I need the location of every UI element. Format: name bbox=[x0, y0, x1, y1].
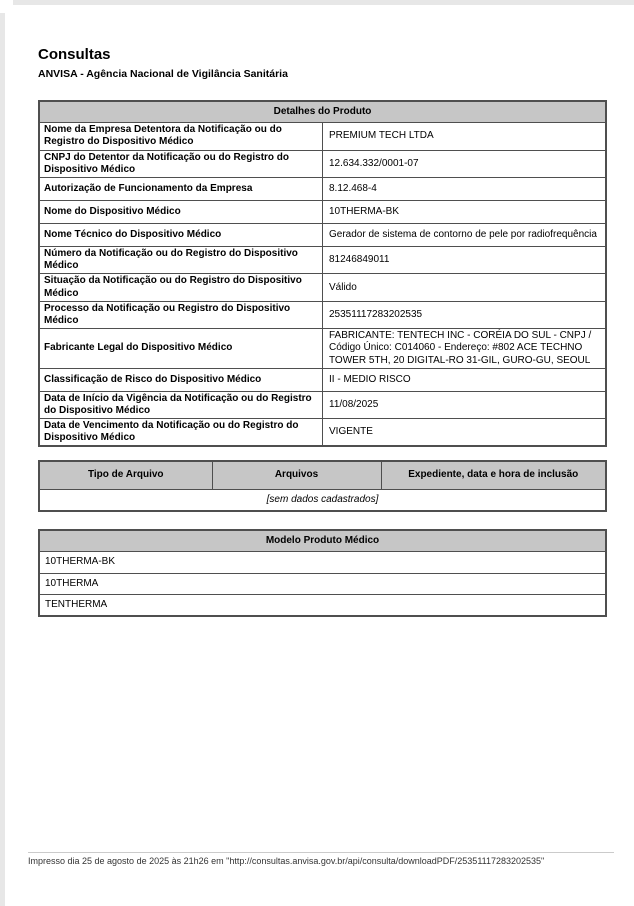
table-row bbox=[39, 201, 606, 224]
table-row bbox=[39, 247, 606, 274]
model-row bbox=[39, 552, 606, 573]
detail-value: 11/08/2025 bbox=[323, 391, 607, 418]
models-header: Modelo Produto Médico bbox=[39, 530, 606, 552]
files-header-row bbox=[39, 461, 606, 489]
page-edge-left bbox=[0, 0, 5, 906]
detail-value: Gerador de sistema de contorno de pele por radiofrequência bbox=[323, 224, 607, 247]
page-subtitle: ANVISA - Agência Nacional de Vigilância Sanitária bbox=[38, 67, 288, 80]
files-empty-row bbox=[39, 489, 606, 511]
detail-value: Válido bbox=[323, 274, 607, 301]
print-footer bbox=[28, 852, 614, 867]
detail-label: Data de Vencimento da Notificação ou do Registro do Dispositivo Médico bbox=[39, 419, 323, 447]
detail-label: Nome da Empresa Detentora da Notificação ou do Registro do Dispositivo Médico bbox=[39, 123, 323, 150]
detail-label: Situação da Notificação ou do Registro do Dispositivo Médico bbox=[39, 274, 323, 301]
table-row bbox=[39, 419, 606, 447]
detail-value: II - MEDIO RISCO bbox=[323, 368, 607, 391]
files-empty-message: [sem dados cadastrados] bbox=[39, 489, 606, 511]
detail-label: Fabricante Legal do Dispositivo Médico bbox=[39, 329, 323, 369]
page-title: Consultas bbox=[38, 46, 111, 63]
detail-value: 25351117283202535 bbox=[323, 301, 607, 328]
table-row bbox=[39, 224, 606, 247]
product-details-header: Detalhes do Produto bbox=[39, 101, 606, 123]
table-row bbox=[39, 178, 606, 201]
table-row bbox=[39, 368, 606, 391]
detail-label: Processo da Notificação ou Registro do Dispositivo Médico bbox=[39, 301, 323, 328]
table-header-row bbox=[39, 101, 606, 123]
detail-label: Autorização de Funcionamento da Empresa bbox=[39, 178, 323, 201]
files-table bbox=[38, 460, 607, 512]
model-row bbox=[39, 573, 606, 594]
files-header-tipo: Tipo de Arquivo bbox=[39, 461, 212, 489]
model-name: TENTHERMA bbox=[39, 594, 606, 616]
models-table bbox=[38, 529, 607, 617]
page-corner bbox=[0, 0, 13, 13]
detail-value: 81246849011 bbox=[323, 247, 607, 274]
detail-label: Nome do Dispositivo Médico bbox=[39, 201, 323, 224]
detail-value: 12.634.332/0001-07 bbox=[323, 150, 607, 177]
detail-label: Classificação de Risco do Dispositivo Médico bbox=[39, 368, 323, 391]
models-header-row bbox=[39, 530, 606, 552]
model-name: 10THERMA bbox=[39, 573, 606, 594]
product-details-table bbox=[38, 100, 607, 447]
model-row bbox=[39, 594, 606, 616]
table-row bbox=[39, 329, 606, 369]
footer-divider bbox=[28, 852, 614, 853]
detail-value: 8.12.468-4 bbox=[323, 178, 607, 201]
files-header-arquivos: Arquivos bbox=[212, 461, 381, 489]
table-row bbox=[39, 391, 606, 418]
detail-label: Nome Técnico do Dispositivo Médico bbox=[39, 224, 323, 247]
detail-label: Número da Notificação ou do Registro do Dispositivo Médico bbox=[39, 247, 323, 274]
detail-value: 10THERMA-BK bbox=[323, 201, 607, 224]
detail-label: Data de Início da Vigência da Notificação ou do Registro do Dispositivo Médico bbox=[39, 391, 323, 418]
table-row bbox=[39, 123, 606, 150]
model-name: 10THERMA-BK bbox=[39, 552, 606, 573]
document-page bbox=[38, 47, 607, 617]
files-header-expediente: Expediente, data e hora de inclusão bbox=[381, 461, 606, 489]
detail-value: PREMIUM TECH LTDA bbox=[323, 123, 607, 150]
footer-print-info: Impresso dia 25 de agosto de 2025 às 21h26 em "http://consultas.anvisa.gov.br/api/consulta/downloadPDF/25351117283202535" bbox=[28, 856, 545, 866]
table-row bbox=[39, 301, 606, 328]
detail-value: VIGENTE bbox=[323, 419, 607, 447]
table-row bbox=[39, 150, 606, 177]
detail-value: FABRICANTE: TENTECH INC - CORÉIA DO SUL - CNPJ / Código Único: C014060 - Endereço: #802 ACE TECHNO TOWER 5TH, 20 DIGITAL-RO 31-GIL, GURO-GU, SEOUL bbox=[323, 329, 607, 369]
table-row bbox=[39, 274, 606, 301]
detail-label: CNPJ do Detentor da Notificação ou do Registro do Dispositivo Médico bbox=[39, 150, 323, 177]
page-edge-top bbox=[0, 0, 634, 5]
